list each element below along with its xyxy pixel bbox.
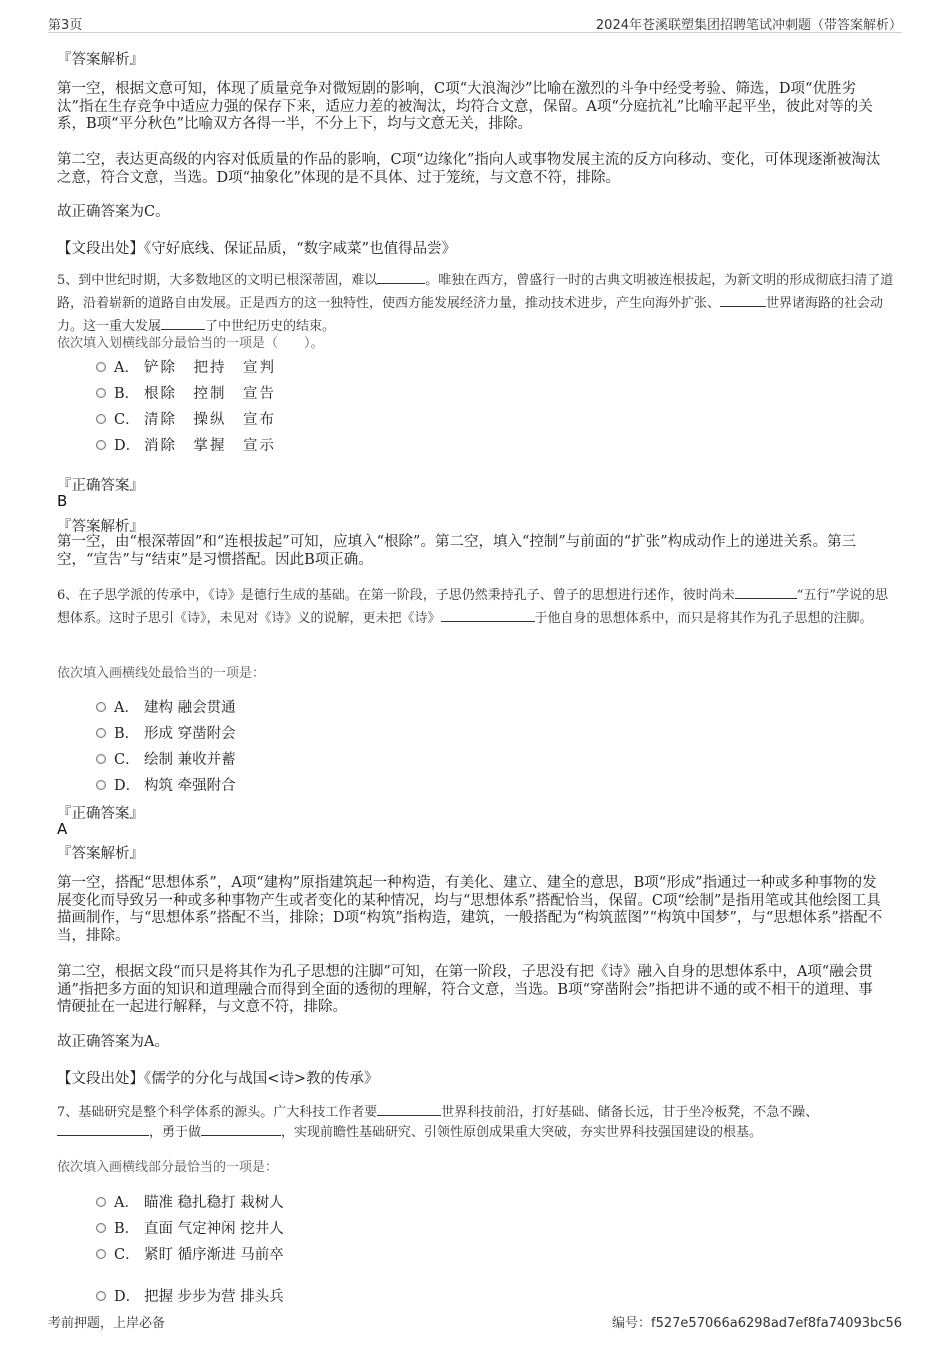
conclusion: 故正确答案为C。 (57, 204, 170, 220)
question-6-explain-paragraph-2: 第二空，根据文段“而只是将其作为孔子思想的注脚”可知，在第一阶段，子思没有把《诗》融入自身的思想体系中，A项“融会贯通”指把多方面的知识和道理融合而得到全面的透彻的理解，符合文意，当选。B项“穿凿附会”指把讲不通的或不相干的道理、事情硬扯在一起进行解释，与文意不符，排除。 (57, 964, 873, 1015)
radio-icon[interactable] (96, 754, 106, 764)
radio-icon[interactable] (96, 702, 106, 712)
question-6-option-b[interactable]: B． 形成 穿凿附会 (96, 722, 236, 742)
question-5-explain-heading: 『答案解析』 (57, 519, 144, 535)
question-7-option-b[interactable]: B． 直面 气定神闲 挖井人 (96, 1217, 284, 1237)
question-6-option-d[interactable]: D． 构筑 牵强附合 (96, 774, 236, 794)
question-6-explain-paragraph-1: 第一空，搭配“思想体系”，A项“建构”原指建筑起一种构造，有美化、建立、建全的意思，B项“形成”指通过一种或多种事物的发展变化而导致另一种或多种事物产生或者变化的某种情况，均与“思想体系”搭配恰当，保留。C项“绘制”是指用笔或其他绘图工具描画制作，与“思想体系”搭配不当，排除；D项“构筑”指构造，建筑，一般搭配为“构筑蓝图”“构筑中国梦”，与“思想体系”搭配不当，排除。 (57, 875, 883, 944)
page-footer (48, 1312, 902, 1332)
radio-icon[interactable] (96, 1197, 106, 1207)
explain-heading: 『答案解析』 (57, 52, 144, 68)
explain-paragraph-2: 第二空，表达更高级的内容对低质量的作品的影响，C项“边缘化”指向人或事物发展主流的反方向移动、变化，可体现逐渐被淘汰之意，符合文意，当选。D项“抽象化”体现的是不具体、过于笼统，与文意不符，排除。 (57, 152, 881, 186)
blank (735, 584, 797, 599)
radio-icon[interactable] (96, 388, 106, 398)
question-5-answer: B (57, 492, 68, 510)
question-6-answer-heading: 『正确答案』 (57, 806, 144, 822)
page-header (48, 10, 902, 33)
blank (441, 607, 535, 622)
question-7-option-c[interactable]: C． 紧盯 循序渐进 马前卒 (96, 1243, 284, 1263)
blank (201, 1121, 281, 1136)
blank (720, 292, 766, 307)
question-5-answer-heading: 『正确答案』 (57, 478, 144, 494)
radio-icon[interactable] (96, 728, 106, 738)
blank (57, 1121, 149, 1136)
document-code: 编号：f527e57066a6298ad7ef8fa74093bc56 (612, 1316, 902, 1331)
footer-slogan: 考前押题，上岸必备 (48, 1316, 166, 1331)
radio-icon[interactable] (96, 440, 106, 450)
radio-icon[interactable] (96, 1249, 106, 1259)
radio-icon[interactable] (96, 1291, 106, 1301)
question-6-option-a[interactable]: A． 建构 融会贯通 (96, 696, 236, 716)
question-6-conclusion: 故正确答案为A。 (57, 1034, 169, 1050)
question-7-option-d[interactable]: D． 把握 步步为营 排头兵 (96, 1285, 284, 1305)
radio-icon[interactable] (96, 362, 106, 372)
blank (377, 269, 425, 284)
question-6-text: 6、在子思学派的传承中，《诗》是德行生成的基础。在第一阶段，子思仍然秉持孔子、曾子的思想进行述作，彼时尚未 “五行”学说的思想体系。这时子思引《诗》，未见对《诗》义的说解，更未把《诗》 于他自身的思想体系中，而只是将其作为孔子思想的注脚。 (57, 584, 897, 630)
question-5-text: 5、到中世纪时期，大多数地区的文明已根深蒂固，难以 。唯独在西方，曾盛行一时的古典文明被连根拔起，为新文明的形成彻底扫清了道路，沿着崭新的道路自由发展。正是西方的这一独特性，使西方能发展经济力量，推动技术进步，产生向海外扩张、 世界诸海路的社会动力。这一重大发展 了中世纪历史的结束。 (57, 269, 897, 338)
question-7-text: 7、基础研究是整个科学体系的源头。广大科技工作者要 世界科技前沿，打好基础、储备长远，甘于坐冷板凳，不急不躁、，勇于做 ，实现前瞻性基础研究、引领性原创成果重大突破，夯实世界科技强国建设的根基。 (57, 1101, 897, 1141)
blank (377, 1101, 441, 1116)
question-6-source-citation: 【文段出处】《儒学的分化与战国<诗>教的传承》 (57, 1071, 379, 1087)
radio-icon[interactable] (96, 780, 106, 790)
source-citation: 【文段出处】《守好底线、保证品质，“数字咸菜”也值得品尝》 (57, 241, 457, 257)
explain-paragraph-1: 第一空，根据文意可知，体现了质量竞争对微短剧的影响，C项“大浪淘沙”比喻在激烈的斗争中经受考验、筛选，D项“优胜劣汰”指在生存竞争中适应力强的保存下来，适应力差的被淘汰，均符合文意，保留。A项“分庭抗礼”比喻平起平坐，彼此对等的关系，B项“平分秋色”比喻双方各得一半，不分上下，均与文意无关，排除。 (57, 81, 873, 132)
question-6-explain-heading: 『答案解析』 (57, 846, 144, 862)
document-title: 2024年苍溪联塑集团招聘笔试冲刺题（带答案解析） (595, 18, 902, 33)
question-5-option-a[interactable]: A． 铲除 把持 宣判 (96, 356, 276, 376)
radio-icon[interactable] (96, 1223, 106, 1233)
question-5-option-b[interactable]: B． 根除 控制 宣告 (96, 382, 276, 402)
page-number: 第3页 (48, 18, 83, 33)
radio-icon[interactable] (96, 414, 106, 424)
question-5-instruction: 依次填入划横线部分最恰当的一项是（ ）。 (57, 336, 324, 351)
question-5-explanation: 第一空，由“根深蒂固”和“连根拔起”可知，应填入“根除”。第二空，填入“控制”与前面的“扩张”构成动作上的递进关系。第三空，“宣告”与“结束”是习惯搭配。因此B项正确。 (57, 534, 857, 568)
question-7-instruction: 依次填入画横线部分最恰当的一项是： (57, 1160, 279, 1175)
question-6-option-c[interactable]: C． 绘制 兼收并蓄 (96, 748, 236, 768)
question-6-answer: A (57, 820, 68, 838)
question-5-option-c[interactable]: C． 清除 操纵 宣布 (96, 408, 276, 428)
blank (161, 315, 205, 330)
question-5-option-d[interactable]: D． 消除 掌握 宣示 (96, 434, 276, 454)
question-7-option-a[interactable]: A． 瞄准 稳扎稳打 栽树人 (96, 1191, 284, 1211)
question-6-instruction: 依次填入画横线处最恰当的一项是： (57, 666, 266, 681)
